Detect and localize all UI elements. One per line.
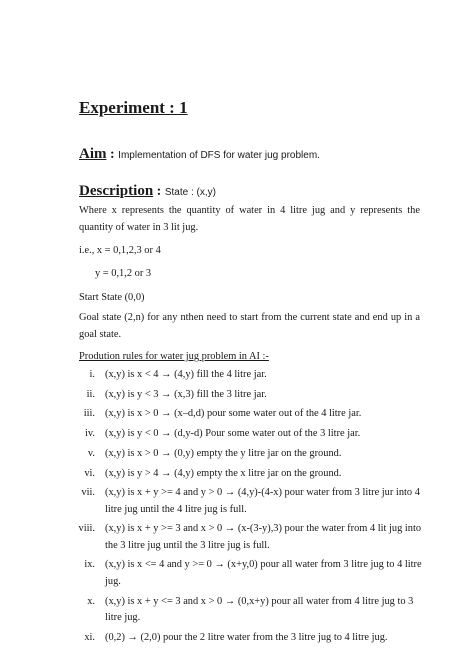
rule-text: (x,y) is x + y >= 3 and x > 0 → (x-(3-y),3) pour the water from 4 lit jug into the 3 litre jug until the 3 litre jug is full. — [105, 523, 422, 551]
aim-text: Implementation of DFS for water jug problem. — [118, 150, 320, 161]
rule-number: vi. — [84, 467, 95, 479]
rule-text: (x,y) is x > 0 → (0,y) empty the y litre jar on the ground. — [105, 447, 342, 459]
rule-number: x. — [87, 595, 95, 607]
rule-text: (x,y) is x + y <= 3 and x > 0 → (0,x+y) pour all water from 4 litre jug to 3 litre jug. — [105, 595, 414, 623]
list-item — [56, 367, 422, 383]
rules-heading: Prodution rules for water jug problem in AI :- — [79, 351, 269, 362]
list-item — [56, 521, 422, 554]
description-state: State : (x,y) — [164, 187, 216, 198]
rule-text: (x,y) is x > 0 → (x–d,d) pour some water out of the 4 litre jar. — [105, 408, 362, 420]
aim-separator: : — [106, 147, 119, 162]
list-item — [56, 426, 422, 442]
rule-number: iii. — [83, 408, 95, 420]
list-item — [56, 406, 422, 422]
list-item — [56, 594, 422, 627]
rule-number: ii. — [86, 388, 95, 400]
list-item — [56, 557, 422, 590]
aim-label: Aim — [79, 146, 107, 162]
page-title: Experiment : 1 — [79, 98, 188, 117]
rule-text: (x,y) is x <= 4 and y >= 0 → (x+y,0) pour all water from 3 litre jug to 4 litre jug. — [105, 559, 422, 587]
list-item — [56, 485, 422, 518]
rule-number: v. — [87, 447, 95, 459]
rules-list — [56, 367, 422, 649]
rule-text: (x,y) is y < 3 → (x,3) fill the 3 litre jar. — [105, 388, 267, 400]
rule-text: (x,y) is x + y >= 4 and y > 0 → (4,y)-(4-x) pour water from 3 litre jur into 4 litre jug until the 4 litre jug is full. — [105, 487, 420, 515]
description-label: Description — [79, 183, 154, 199]
rule-number: xi. — [84, 631, 95, 643]
rule-number: iv. — [84, 428, 95, 440]
rule-text: (x,y) is y > 4 → (4,y) empty the x litre jar on the ground. — [105, 467, 342, 479]
list-item — [56, 466, 422, 482]
rule-number: viii. — [78, 523, 95, 535]
start-state-line: Start State (0,0) — [79, 292, 145, 303]
y-values-line: y = 0,1,2 or 3 — [95, 268, 152, 279]
rule-number: i. — [89, 369, 95, 380]
rule-number: vii. — [81, 487, 95, 499]
rule-text: (0,2) → (2,0) pour the 2 litre water from the 3 litre jug to 4 litre jug. — [105, 631, 388, 643]
rule-text: (x,y) is x < 4 → (4,y) fill the 4 litre jar. — [105, 369, 267, 380]
list-item — [56, 630, 422, 646]
list-item — [56, 387, 422, 403]
x-values-line: i.e., x = 0,1,2,3 or 4 — [79, 245, 161, 256]
list-item — [56, 446, 422, 462]
description-section — [79, 183, 216, 200]
aim-section — [79, 146, 320, 163]
where-paragraph: Where x represents the quantity of water in 4 litre jug and y represents the quantity of water in 3 lit jug. — [79, 205, 420, 233]
rule-text: (x,y) is y < 0 → (d,y-d) Pour some water out of the 3 litre jar. — [105, 428, 361, 440]
description-separator: : — [153, 184, 165, 199]
rule-number: ix. — [84, 559, 95, 571]
goal-state-paragraph: Goal state (2,n) for any nthen need to start from the current state and end up in a goal state. — [79, 312, 420, 340]
